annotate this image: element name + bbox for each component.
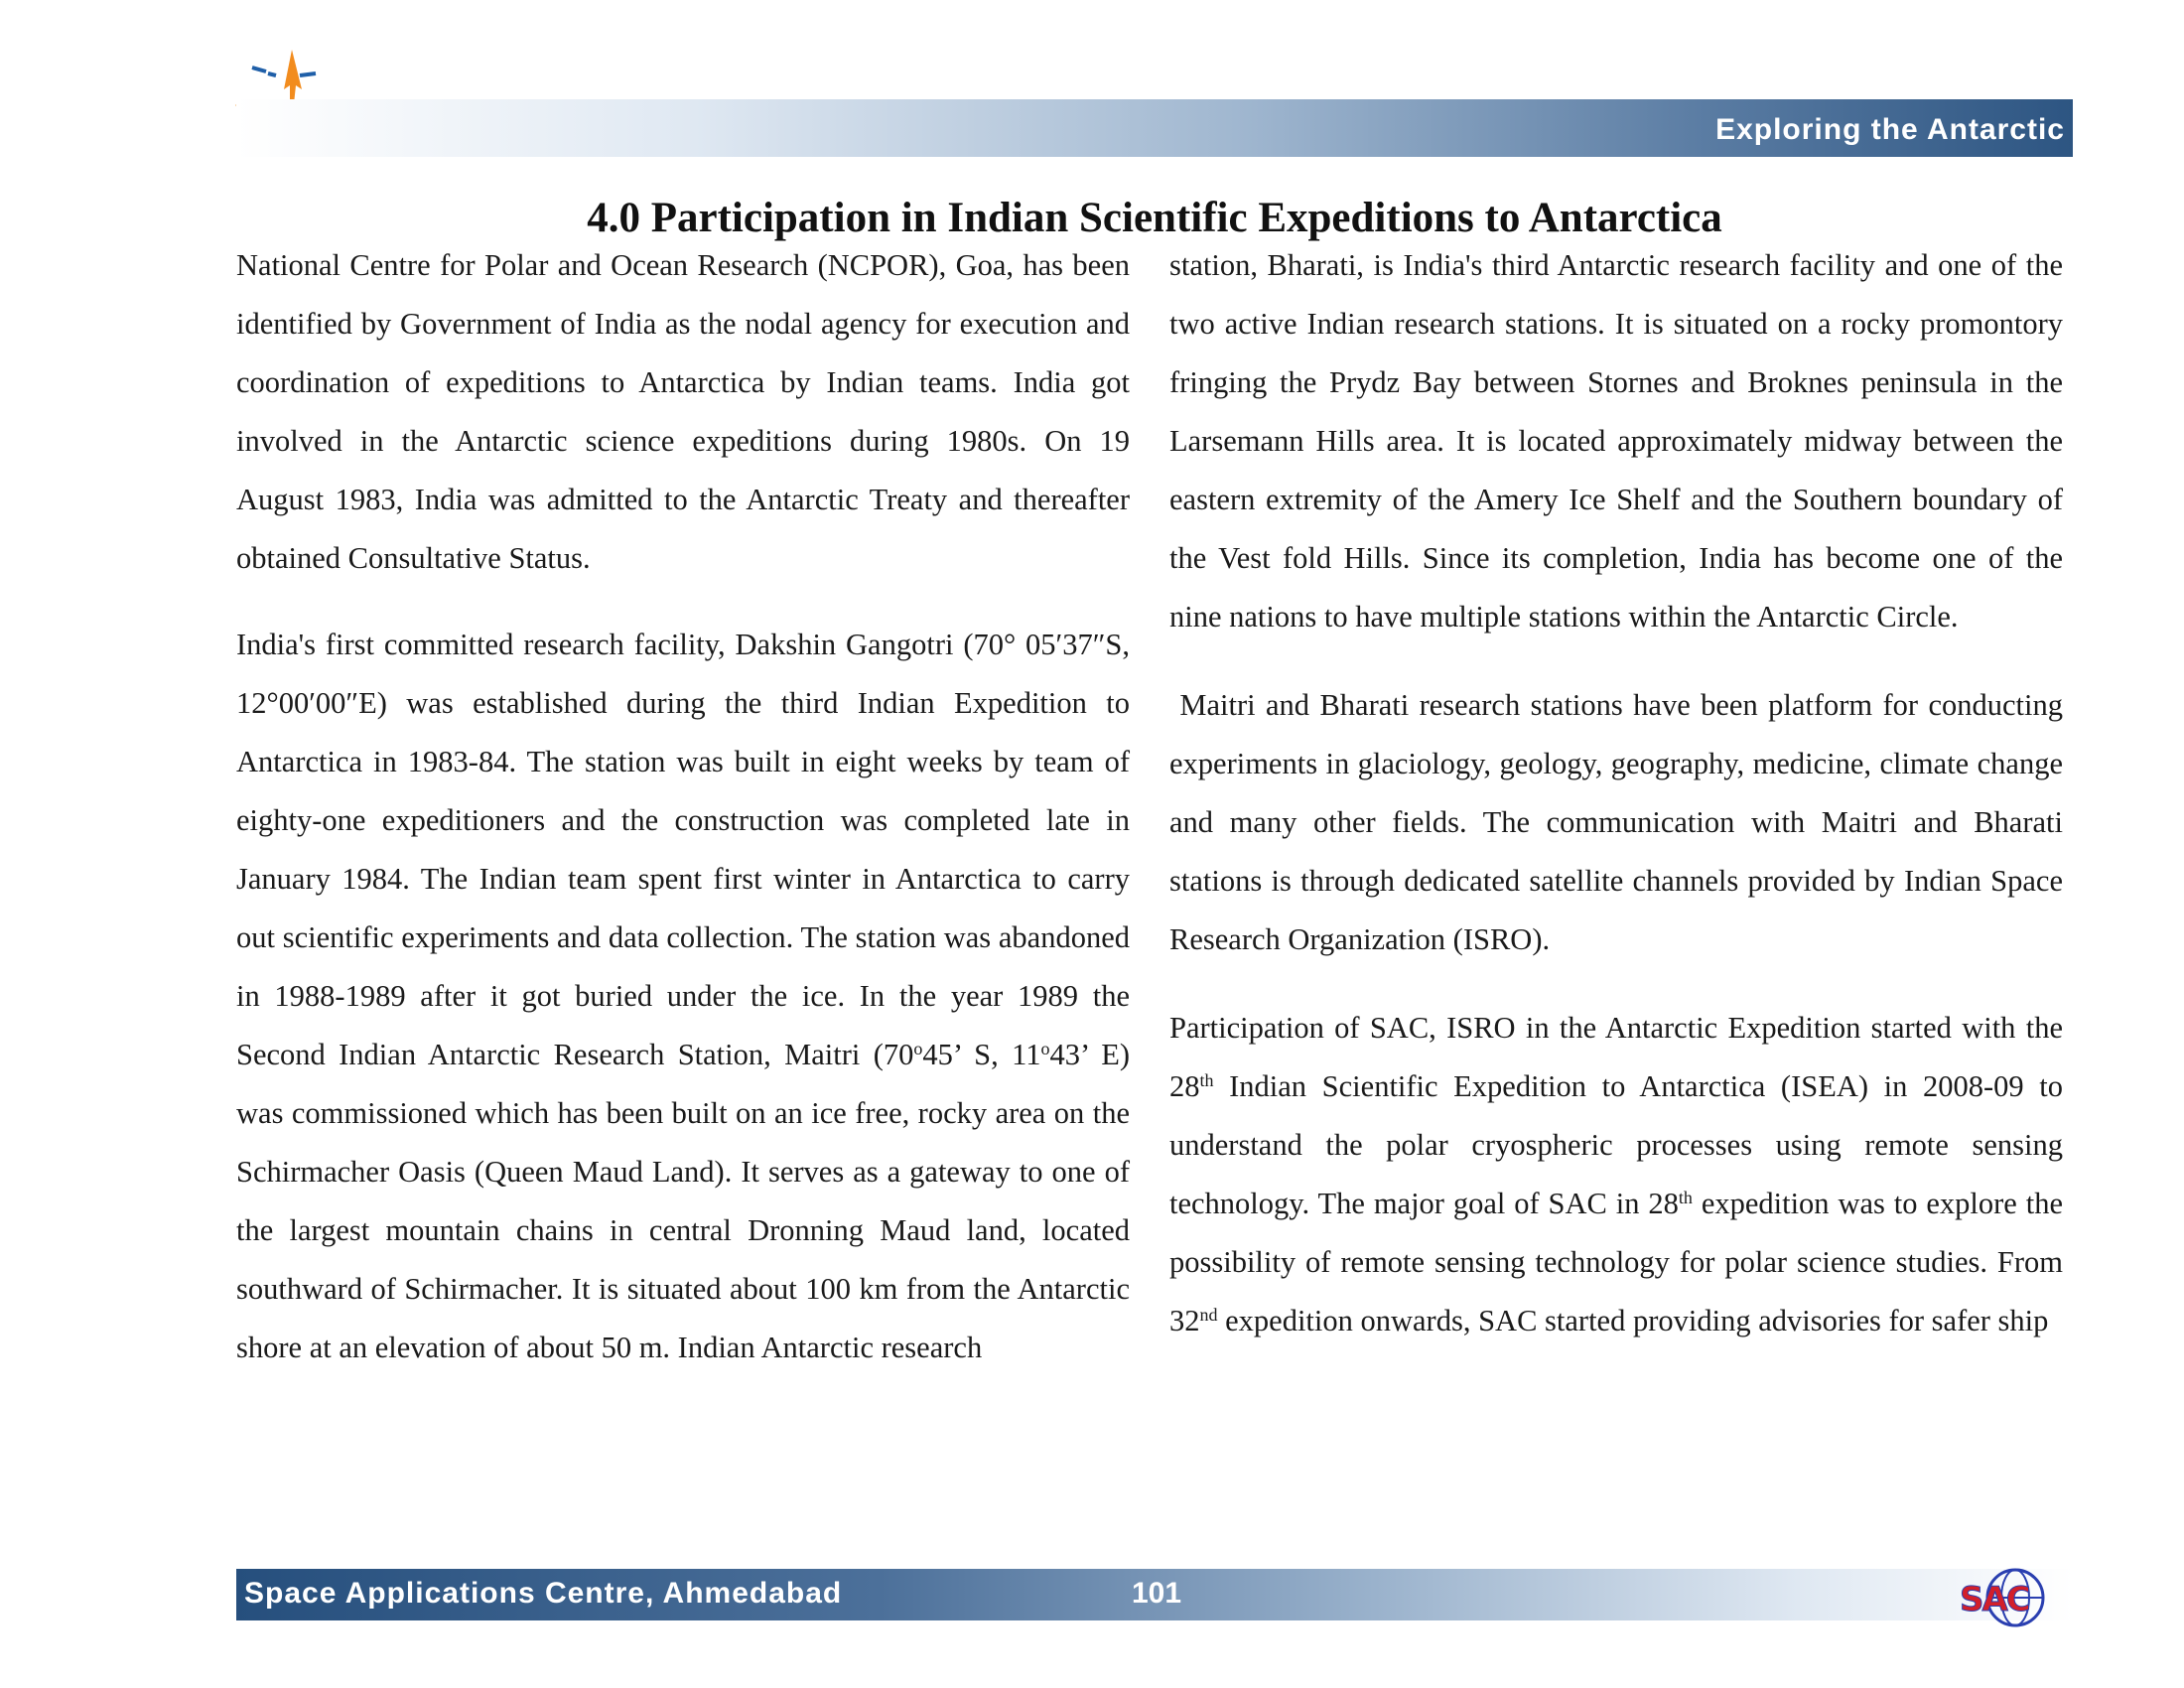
ordinal-superscript: nd <box>1199 1305 1218 1325</box>
degree-superscript: o <box>1040 1039 1050 1058</box>
paragraph-sac-participation: Participation of SAC, ISRO in the Antarctic Expedition started with the 28th Indian Scientific Expedition to Antarctica (ISEA) in 2008-09 to understand the polar cryospheric processes using remote sensing technology. The major goal of SAC in 28th expedition was to explore the possibility of remote sensing technology for polar science studies. From 32nd expedition onwards, SAC started providing advisories for safer ship <box>1169 1011 2064 1337</box>
footer-organization: Space Applications Centre, Ahmedabad <box>244 1577 843 1610</box>
paragraph-dakshin-gangotri: India's first committed research facility, Dakshin Gangotri (70° 05′37″S, 12°00′00″E) was established during the third Indian Expedition to Antarctica in 1983-84. The station was built in eight weeks by team of eighty-one expeditioners and the construction was completed late in January 1984. The Indian team spent first winter in Antarctica to carry out scientific experiments and data collection. The station was abandoned in 1988-1989 after it got buried under the ice. In the year 1989 the Second Indian Antarctic Research Station, Maitri (70$^o$45’ S, 11$^o$43’ E) was commissioned which has been built on an ice free, rocky area on the Schirmacher Oasis (Queen Maud Land). It serves as a gateway to one of the largest mountain chains in central Dronning Maud land, located southward of Schirmacher. It is situated about 100 km from the Antarctic shore at an elevation of about 50 m. Indian Antarctic research <box>236 628 1130 1364</box>
page-title: 4.0 Participation in Indian Scientific Expeditions to Antarctica <box>587 194 1722 241</box>
paragraph-ncpor: National Centre for Polar and Ocean Research (NCPOR), Goa, has been identified by Government of India as the nodal agency for execution and coordination of expeditions to Antarctica by Indian teams. India got involved in the Antarctic science expeditions during 1980s. On 19 August 1983, India was admitted to the Antarctic Treaty and thereafter obtained Consultative Status. <box>236 248 1130 575</box>
section-title: Exploring the Antarctic <box>1715 113 2065 146</box>
paragraph-maitri-bharati: Maitri and Bharati research stations have been platform for conducting experiments in glaciology, geology, geography, medicine, climate change and many other fields. The communication with Maitri and Bharati stations is through dedicated satellite channels provided by Indian Space Research Organization (ISRO). <box>1169 688 2063 956</box>
page-number: 101 <box>1132 1577 1182 1610</box>
ordinal-superscript: th <box>1199 1070 1214 1090</box>
degree-superscript: o <box>913 1039 923 1058</box>
left-column <box>236 236 1130 1377</box>
sac-logo <box>1956 1567 2065 1628</box>
footer-band <box>236 1569 2073 1620</box>
right-column <box>1169 236 2063 1350</box>
ordinal-superscript: th <box>1678 1188 1693 1207</box>
header-band <box>236 99 2073 157</box>
sac-logo-text: SAC <box>1960 1580 2029 1619</box>
paragraph-bharati: station, Bharati, is India's third Antarctic research facility and one of the two active Indian research stations. It is situated on a rocky promontory fringing the Prydz Bay between Stornes and Broknes peninsula in the Larsemann Hills area. It is located approximately midway between the eastern extremity of the Amery Ice Shelf and the Southern boundary of the Vest fold Hills. Since its completion, India has become one of the nine nations to have multiple stations within the Antarctic Circle. <box>1169 248 2063 633</box>
